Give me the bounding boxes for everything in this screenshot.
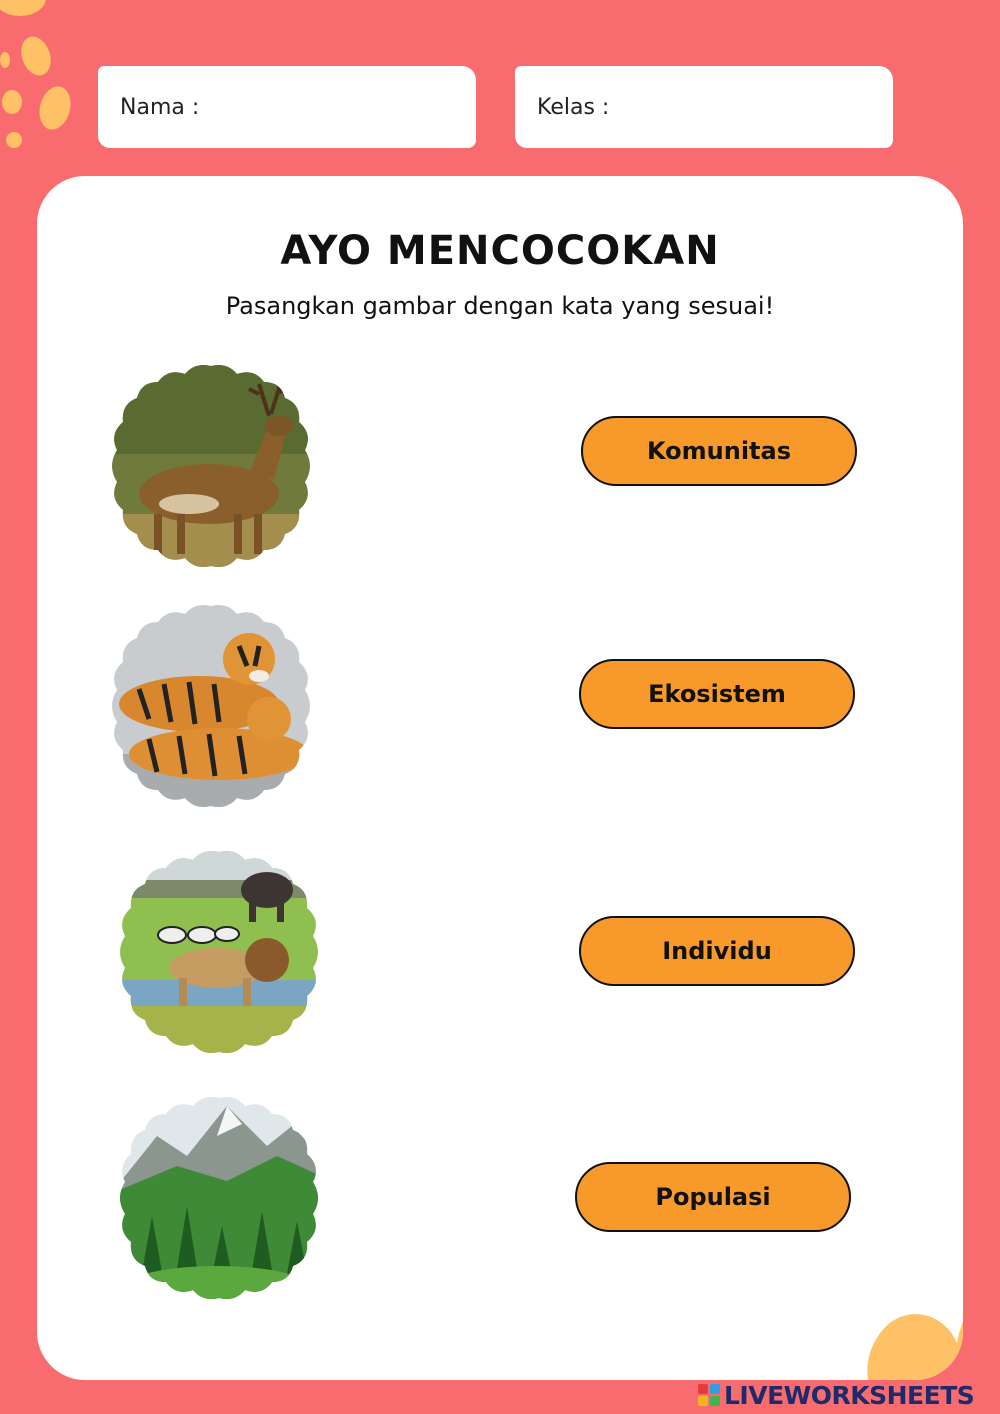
page-title: AYO MENCOCOKAN xyxy=(280,228,720,274)
option-label: Individu xyxy=(662,937,772,965)
instruction-text: Pasangkan gambar dengan kata yang sesuai! xyxy=(225,292,775,320)
liveworksheets-logo-icon xyxy=(698,1384,720,1406)
mountain-forest-picture[interactable] xyxy=(117,1096,321,1300)
heart-decoration xyxy=(857,1248,963,1380)
option-label: Populasi xyxy=(655,1183,771,1211)
option-ekosistem[interactable] xyxy=(579,659,855,729)
liveworksheets-watermark xyxy=(698,1378,974,1412)
name-field[interactable] xyxy=(98,66,476,148)
class-label: Kelas : xyxy=(537,94,610,120)
option-label: Komunitas xyxy=(646,437,792,465)
deer-picture[interactable] xyxy=(109,364,313,568)
watermark-text: LIVEWORKSHEETS xyxy=(724,1380,975,1410)
name-label: Nama : xyxy=(120,94,200,120)
option-label: Ekosistem xyxy=(648,680,786,708)
tigers-picture[interactable] xyxy=(109,604,313,808)
worksheet-card xyxy=(37,176,963,1380)
class-field[interactable] xyxy=(515,66,893,148)
option-individu[interactable] xyxy=(579,916,855,986)
savanna-animals-picture[interactable] xyxy=(117,850,321,1054)
option-komunitas[interactable] xyxy=(581,416,857,486)
option-populasi[interactable] xyxy=(575,1162,851,1232)
